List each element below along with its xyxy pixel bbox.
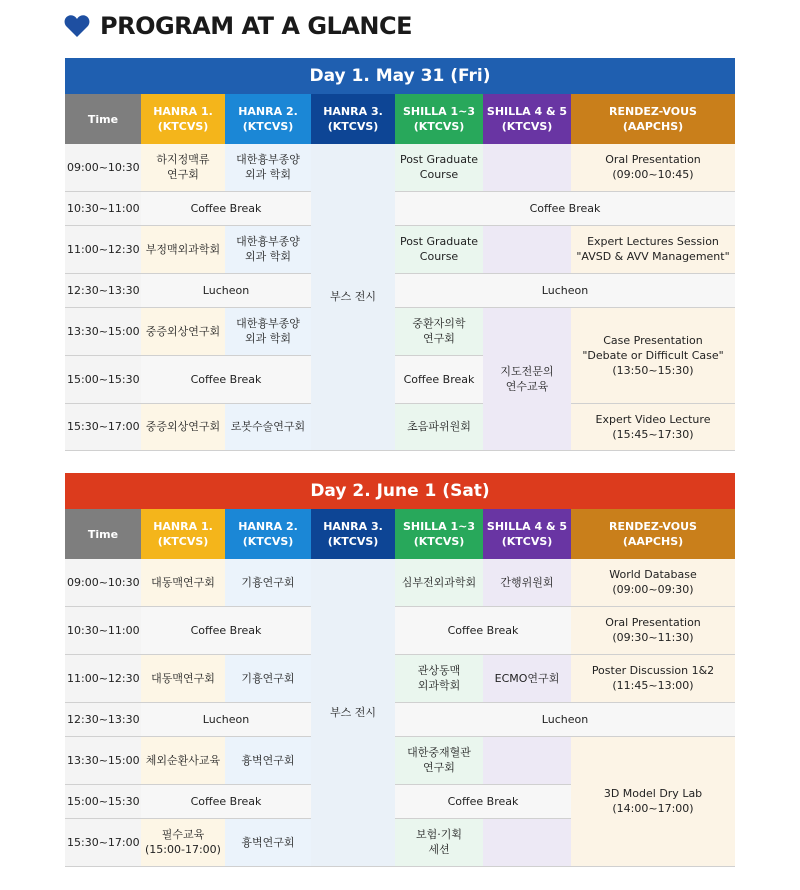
session-cell: Expert Lectures Session "AVSD & AVV Management" <box>571 225 735 273</box>
session-cell: 간행위원회 <box>483 559 571 606</box>
day1-header: Day 1. May 31 (Fri) <box>65 58 735 94</box>
session-cell: 기흉연구회 <box>225 654 311 702</box>
time-cell: 11:00~12:30 <box>65 654 141 702</box>
session-cell: 대동맥연구회 <box>141 654 225 702</box>
col-hanra2-header: HANRA 2. (KTCVS) <box>225 94 311 144</box>
table-row <box>65 736 735 784</box>
col-shilla45-header: SHILLA 4 & 5 (KTCVS) <box>483 509 571 559</box>
session-cell: 흉벽연구회 <box>225 736 311 784</box>
session-cell: 보험·기획 세션 <box>395 818 483 866</box>
lunch-cell: Lucheon <box>395 273 735 307</box>
col-rendezvous-header: RENDEZ-VOUS (AAPCHS) <box>571 509 735 559</box>
booth-exhibition-cell: 부스 전시 <box>311 144 395 450</box>
break-cell: Coffee Break <box>395 606 571 654</box>
time-cell: 09:00~10:30 <box>65 144 141 191</box>
table-row <box>65 273 735 307</box>
session-cell: Expert Video Lecture (15:45~17:30) <box>571 403 735 450</box>
session-cell: Oral Presentation (09:30~11:30) <box>571 606 735 654</box>
session-cell: 3D Model Dry Lab (14:00~17:00) <box>571 736 735 866</box>
table-row <box>65 191 735 225</box>
table-row <box>65 559 735 606</box>
session-cell <box>483 225 571 273</box>
day1-schedule <box>65 58 735 451</box>
break-cell: Coffee Break <box>141 355 311 403</box>
lunch-cell: Lucheon <box>395 702 735 736</box>
session-cell: 필수교육 (15:00-17:00) <box>141 818 225 866</box>
day2-schedule <box>65 473 735 867</box>
heart-icon <box>64 14 90 38</box>
session-cell: 중증외상연구회 <box>141 403 225 450</box>
col-time-header: Time <box>65 94 141 144</box>
table-row <box>65 606 735 654</box>
day2-header: Day 2. June 1 (Sat) <box>65 473 735 509</box>
time-cell: 15:00~15:30 <box>65 784 141 818</box>
break-cell: Coffee Break <box>395 191 735 225</box>
break-cell: Coffee Break <box>141 784 311 818</box>
break-cell: Coffee Break <box>141 191 311 225</box>
session-cell <box>483 144 571 191</box>
col-shilla13-header: SHILLA 1~3 (KTCVS) <box>395 509 483 559</box>
time-cell: 13:30~15:00 <box>65 307 141 355</box>
session-cell: 로봇수술연구회 <box>225 403 311 450</box>
session-cell: 흉벽연구회 <box>225 818 311 866</box>
session-cell: Post Graduate Course <box>395 144 483 191</box>
page-title-block <box>64 6 412 46</box>
session-cell: World Database (09:00~09:30) <box>571 559 735 606</box>
session-cell <box>483 818 571 866</box>
break-cell: Coffee Break <box>141 606 311 654</box>
session-cell: 지도전문의 연수교육 <box>483 307 571 450</box>
day2-column-headers <box>65 509 735 559</box>
session-cell: Case Presentation "Debate or Difficult Case" (13:50~15:30) <box>571 307 735 403</box>
table-row <box>65 702 735 736</box>
session-cell: Oral Presentation (09:00~10:45) <box>571 144 735 191</box>
session-cell: 중증외상연구회 <box>141 307 225 355</box>
session-cell: 관상동맥 외과학회 <box>395 654 483 702</box>
day1-column-headers <box>65 94 735 144</box>
table-row <box>65 307 735 355</box>
booth-exhibition-cell: 부스 전시 <box>311 559 395 866</box>
day2-table <box>65 509 735 867</box>
session-cell: Post Graduate Course <box>395 225 483 273</box>
table-row <box>65 403 735 450</box>
page-title: PROGRAM AT A GLANCE <box>100 12 412 40</box>
col-hanra3-header: HANRA 3. (KTCVS) <box>311 509 395 559</box>
col-rendezvous-header: RENDEZ-VOUS (AAPCHS) <box>571 94 735 144</box>
break-cell: Coffee Break <box>395 784 571 818</box>
time-cell: 11:00~12:30 <box>65 225 141 273</box>
time-cell: 09:00~10:30 <box>65 559 141 606</box>
session-cell: 대한중재혈관 연구회 <box>395 736 483 784</box>
col-hanra3-header: HANRA 3. (KTCVS) <box>311 94 395 144</box>
day1-table <box>65 94 735 451</box>
session-cell: 대한흉부종양 외과 학회 <box>225 144 311 191</box>
table-row <box>65 654 735 702</box>
session-cell: 대한흉부종양 외과 학회 <box>225 225 311 273</box>
lunch-cell: Lucheon <box>141 273 311 307</box>
time-cell: 15:30~17:00 <box>65 403 141 450</box>
session-cell: 초음파위원회 <box>395 403 483 450</box>
session-cell: 부정맥외과학회 <box>141 225 225 273</box>
col-hanra1-header: HANRA 1. (KTCVS) <box>141 509 225 559</box>
time-cell: 10:30~11:00 <box>65 191 141 225</box>
session-cell: 중환자의학 연구회 <box>395 307 483 355</box>
session-cell: ECMO연구회 <box>483 654 571 702</box>
time-cell: 12:30~13:30 <box>65 273 141 307</box>
lunch-cell: Lucheon <box>141 702 311 736</box>
col-hanra2-header: HANRA 2. (KTCVS) <box>225 509 311 559</box>
time-cell: 15:00~15:30 <box>65 355 141 403</box>
time-cell: 15:30~17:00 <box>65 818 141 866</box>
time-cell: 10:30~11:00 <box>65 606 141 654</box>
session-cell: 하지정맥류 연구회 <box>141 144 225 191</box>
time-cell: 12:30~13:30 <box>65 702 141 736</box>
session-cell: 대한흉부종양 외과 학회 <box>225 307 311 355</box>
col-shilla13-header: SHILLA 1~3 (KTCVS) <box>395 94 483 144</box>
session-cell: 기흉연구회 <box>225 559 311 606</box>
session-cell: 체외순환사교육 <box>141 736 225 784</box>
session-cell: Poster Discussion 1&2 (11:45~13:00) <box>571 654 735 702</box>
time-cell: 13:30~15:00 <box>65 736 141 784</box>
session-cell <box>483 736 571 784</box>
col-hanra1-header: HANRA 1. (KTCVS) <box>141 94 225 144</box>
table-row <box>65 144 735 191</box>
col-shilla45-header: SHILLA 4 & 5 (KTCVS) <box>483 94 571 144</box>
table-row <box>65 225 735 273</box>
col-time-header: Time <box>65 509 141 559</box>
break-cell: Coffee Break <box>395 355 483 403</box>
session-cell: 심부전외과학회 <box>395 559 483 606</box>
session-cell: 대동맥연구회 <box>141 559 225 606</box>
